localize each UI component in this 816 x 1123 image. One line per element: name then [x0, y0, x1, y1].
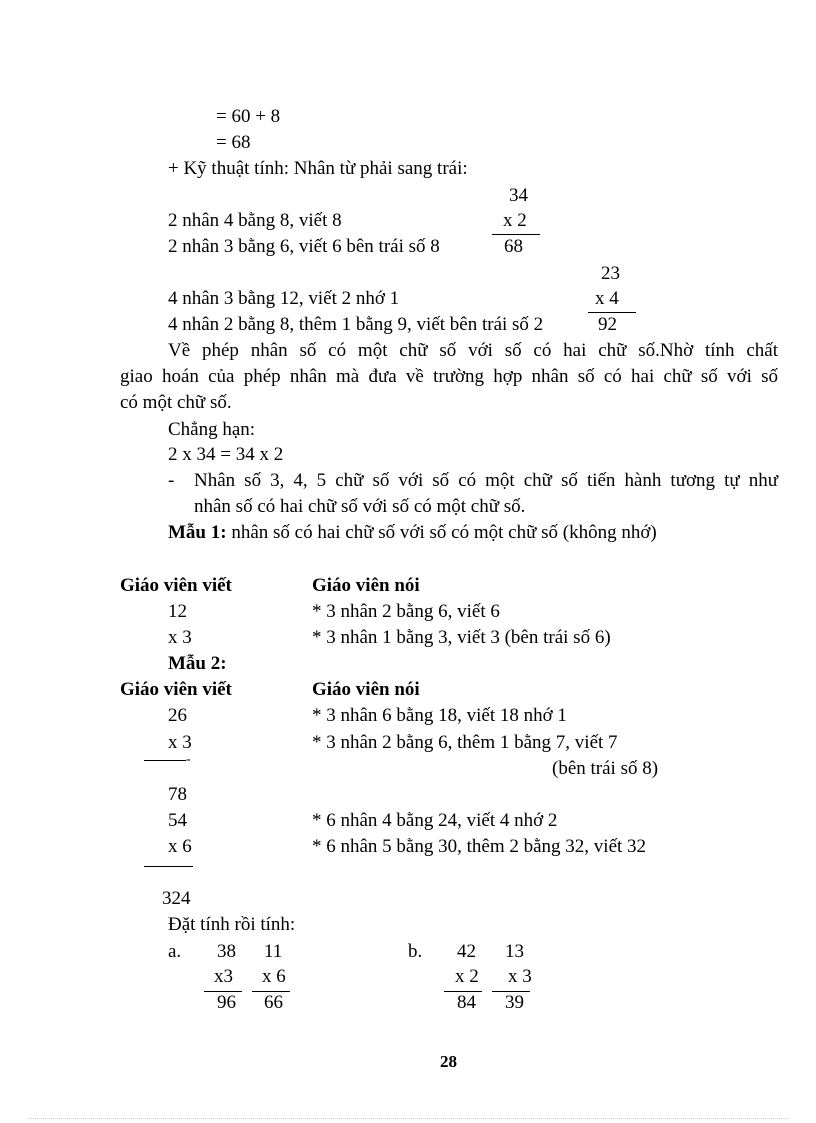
sample2-rule-1 [144, 760, 186, 761]
exercise-b2-mult: x 3 [508, 966, 532, 987]
step-line-1: 2 nhân 4 bằng 8, viết 8 [168, 210, 342, 231]
equation-line-2: = 68 [216, 132, 251, 153]
sample2-number-2: 54 [168, 810, 187, 831]
sample2-say-5: * 6 nhân 5 bằng 30, thêm 2 bằng 32, viết 32 [312, 836, 647, 857]
calc-b-result: 92 [598, 314, 617, 335]
sample2-multiplier-2: x 6 [168, 836, 192, 857]
sample2-col-write: Giáo viên viết [120, 679, 232, 700]
exercise-b-label: b. [408, 941, 423, 962]
paragraph-line-1: Về phép nhân số có một chữ số với số có hai chữ số.Nhờ tính chất [168, 340, 778, 361]
sample1-multiplier: x 3 [168, 627, 192, 648]
sample2-result-2: 324 [162, 888, 191, 909]
sample1-number: 12 [168, 601, 187, 622]
page-bottom-border [28, 1118, 788, 1119]
sample2-result-1: 78 [168, 784, 187, 805]
calc-b-mult: x 4 [595, 288, 619, 309]
calc-a-mult: x 2 [503, 210, 527, 231]
exercise-b2-result: 39 [505, 992, 524, 1013]
paragraph-line-2: giao hoán của phép nhân mà đưa về trường hợp nhân số có hai chữ số với số [120, 366, 778, 387]
exercise-b2-top: 13 [505, 941, 524, 962]
sample2-rule-2 [144, 866, 193, 867]
step-line-3: 4 nhân 3 bằng 12, viết 2 nhớ 1 [168, 288, 400, 309]
sample2-say-1: * 3 nhân 6 bằng 18, viết 18 nhớ 1 [312, 705, 567, 726]
exercise-a-label: a. [168, 941, 182, 962]
sample1-description: nhân số có hai chữ số với số có một chữ số (không nhớ) [226, 522, 657, 543]
sample1-say-1: * 3 nhân 2 bằng 6, viết 6 [312, 601, 500, 622]
exercise-b1-top: 42 [457, 941, 476, 962]
calc-a-rule [492, 234, 540, 235]
exercise-a1-top: 38 [217, 941, 236, 962]
example-equation: 2 x 34 = 34 x 2 [168, 444, 284, 465]
bullet-line-1: Nhân số 3, 4, 5 chữ số với số có một chữ số tiến hành tương tự như [194, 470, 778, 491]
bullet-dash: - [168, 470, 175, 491]
sample1-col-write: Giáo viên viết [120, 575, 232, 596]
exercise-a2-top: 11 [264, 941, 283, 962]
exercise-b1-mult: x 2 [455, 966, 479, 987]
sample2-col-say: Giáo viên nói [312, 679, 420, 700]
calc-b-top: 23 [601, 263, 620, 284]
paragraph-line-3: có một chữ số. [120, 392, 232, 413]
calc-b-rule [588, 312, 636, 313]
calc-a-result: 68 [504, 236, 523, 257]
sample2-multiplier-1: x 3 [168, 732, 192, 753]
sample2-say-4: * 6 nhân 4 bằng 24, viết 4 nhớ 2 [312, 810, 558, 831]
exercise-a2-mult: x 6 [262, 966, 286, 987]
sample2-say-3: (bên trái số 8) [552, 758, 659, 779]
sample1-col-say: Giáo viên nói [312, 575, 420, 596]
sample2-rule-dash: - [186, 752, 191, 767]
exercise-a1-mult: x3 [214, 966, 233, 987]
sample2-label: Mẫu 2: [168, 653, 227, 674]
practice-label: Đặt tính rồi tính: [168, 914, 296, 935]
example-label: Chẳng hạn: [168, 419, 256, 440]
sample1-say-2: * 3 nhân 1 bằng 3, viết 3 (bên trái số 6) [312, 627, 611, 648]
sample2-number-1: 26 [168, 705, 187, 726]
exercise-a2-result: 66 [264, 992, 283, 1013]
page-number: 28 [440, 1052, 457, 1071]
step-line-2: 2 nhân 3 bằng 6, viết 6 bên trái số 8 [168, 236, 440, 257]
technique-heading: + Kỹ thuật tính: Nhân từ phải sang trái: [168, 158, 468, 179]
bullet-line-2: nhân số có hai chữ số với số có một chữ số. [194, 496, 526, 517]
calc-a-top: 34 [509, 185, 528, 206]
sample1-heading [168, 523, 657, 542]
equation-line-1: = 60 + 8 [216, 106, 281, 127]
sample2-say-2: * 3 nhân 2 bằng 6, thêm 1 bằng 7, viết 7 [312, 732, 618, 753]
step-line-4: 4 nhân 2 bằng 8, thêm 1 bằng 9, viết bên trái số 2 [168, 314, 544, 335]
exercise-b1-result: 84 [457, 992, 476, 1013]
exercise-a1-result: 96 [217, 992, 236, 1013]
sample1-label: Mẫu 1: [168, 522, 227, 543]
